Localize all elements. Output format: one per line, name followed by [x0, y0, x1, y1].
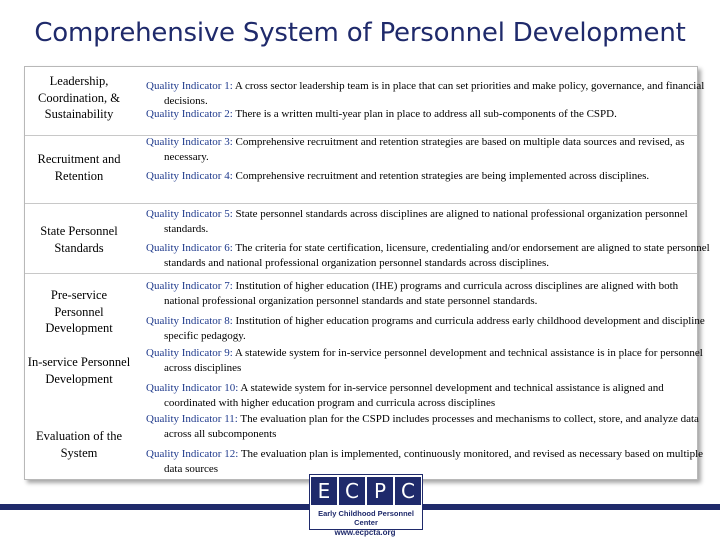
- quality-indicator: [146, 107, 712, 122]
- indicator-text: A statewide system for in-service personnel development and technical assistance is aligned and coordinated with higher education program and curricula across disciplines: [164, 382, 664, 409]
- row-divider: [25, 203, 697, 204]
- indicator-text: A statewide system for in-service personnel development and technical assistance is in place for personnel across disciplines: [164, 347, 703, 374]
- indicator-label: Quality Indicator 1:: [146, 80, 233, 92]
- indicator-text: Comprehensive recruitment and retention strategies are based on multiple data sources and revised, as necessary.: [164, 136, 685, 163]
- row-divider: [25, 273, 697, 274]
- indicator-label: Quality Indicator 3:: [146, 136, 233, 148]
- indicator-text: State personnel standards across disciplines are aligned to national professional organization personnel standards.: [164, 208, 688, 235]
- indicator-text: The evaluation plan for the CSPD includes processes and mechanisms to collect, store, and analyze data across all subcomponents: [164, 413, 699, 440]
- category-leadership: Leadership, Coordination, & Sustainability: [38, 74, 120, 121]
- quality-indicator: [146, 447, 712, 476]
- ecpc-logo: [309, 474, 423, 530]
- indicator-label: Quality Indicator 12:: [146, 448, 239, 460]
- quality-indicator: [146, 412, 712, 441]
- indicator-text: A cross sector leadership team is in place that can set priorities and make policy, governance, and financial decisions.: [164, 80, 705, 107]
- indicator-label: Quality Indicator 7:: [146, 280, 233, 292]
- indicator-text: There is a written multi-year plan in place to address all sub-components of the CSPD.: [232, 108, 617, 120]
- logo-url: www.ecpcta.org: [334, 528, 396, 537]
- indicator-label: Quality Indicator 11:: [146, 413, 238, 425]
- indicator-label: Quality Indicator 2:: [146, 108, 233, 120]
- quality-indicator: [146, 314, 712, 343]
- logo-letter: C: [395, 477, 421, 505]
- logo-letter: E: [311, 477, 337, 505]
- quality-indicator: [146, 279, 712, 308]
- indicator-text: The criteria for state certification, licensure, credentialing and/or endorsement are aligned to state personnel standards and national professional organization personnel standards across disciplines.: [164, 242, 710, 269]
- indicator-text: Institution of higher education (IHE) programs and curricula across disciplines are aligned with both national professional organization personnel standards and state personnel standards.: [164, 280, 679, 307]
- indicator-table: [24, 66, 710, 480]
- category-state-standards: State Personnel Standards: [40, 224, 118, 255]
- category-evaluation: Evaluation of the System: [35, 429, 123, 460]
- indicator-text: Comprehensive recruitment and retention strategies are being implemented across disciplines.: [232, 170, 650, 182]
- indicator-label: Quality Indicator 8:: [146, 315, 233, 327]
- category-recruitment: Recruitment and Retention: [37, 152, 121, 183]
- category-preservice: Pre-service Personnel Development: [45, 288, 113, 335]
- indicator-text: Institution of higher education programs and curricula address early childhood development and discipline specific pedagogy.: [164, 315, 705, 342]
- indicator-label: Quality Indicator 9:: [146, 347, 233, 359]
- quality-indicator: [146, 346, 712, 375]
- quality-indicator: [146, 207, 712, 236]
- indicator-label: Quality Indicator 6:: [146, 242, 233, 254]
- logo-letter: P: [367, 477, 393, 505]
- logo-letter: C: [339, 477, 365, 505]
- quality-indicator: [146, 381, 712, 410]
- category-inservice: In-service Personnel Development: [27, 355, 131, 386]
- logo-name: Early Childhood Personnel Center: [318, 509, 414, 527]
- page-title: Comprehensive System of Personnel Development: [34, 18, 686, 48]
- quality-indicator: [146, 79, 712, 108]
- indicator-text: The evaluation plan is implemented, continuously monitored, and revised as necessary based on multiple data sources: [164, 448, 704, 475]
- indicator-label: Quality Indicator 5:: [146, 208, 233, 220]
- indicator-label: Quality Indicator 4:: [146, 170, 233, 182]
- quality-indicator: [146, 241, 712, 270]
- indicator-label: Quality Indicator 10:: [146, 382, 239, 394]
- quality-indicator: [146, 135, 712, 164]
- quality-indicator: [146, 169, 712, 184]
